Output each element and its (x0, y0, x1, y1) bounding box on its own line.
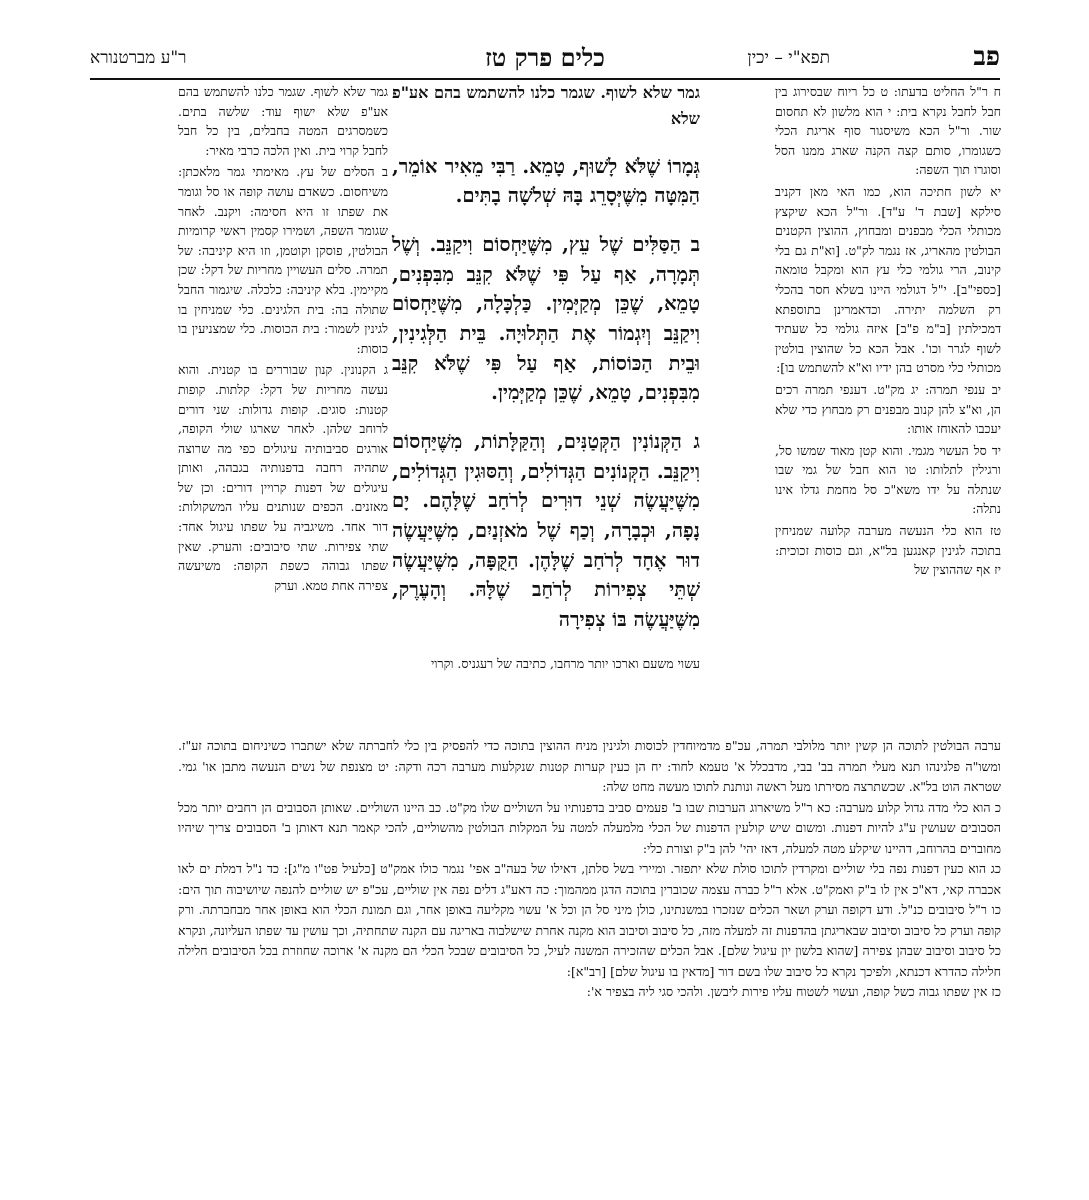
running-head-left: ר"ע מברטנורא (90, 48, 187, 68)
page-number: פב (973, 42, 1000, 72)
commentary-paragraph: ח ר"ל החליט בדעתו: ט כל ריוח שבסירוג בין חבל לחבל נקרא בית: י הוא מלשון לא תחסום שור. ור"ל הכא משיסגור סוף אריגת הכלי כשגומרו, סותם קצה הקנה שארג ממנו הסל וסוגרו תוך השפה: (775, 84, 1001, 178)
running-head-right: תפא"י – יכין (747, 48, 830, 68)
bartenura-paragraph: גמר שלא לשוף. שגמר כלנו להשתמש בהם אע"פ שלא ישוף עוד: שלשה בתים. כשמסרגים המטה בחבלים, בין כל חבל לחבל קרוי בית. ואין הלכה כרבי מאיר: (178, 84, 388, 158)
mishnah-tail: עשוי משעם וארכו יותר מרחבו, כתיבה של רעגניס. וקרוי (430, 655, 700, 671)
mishnah-heading: גמר שלא לשוף. שגמר כלנו להשתמש בהם אע"פ שלא (392, 83, 700, 128)
bartenura-paragraph: ג הקנונין. קנון שבוררים בו קטנית. והוא נעשה מחריות של דקל: קלתות. קופות קטנות: סוגים. קופות גדולות: שני דורים לרוחב שלהן. לאחר שארגו שולי הקופה, אורגים סביבותיה עיגולים כפי מה שרוצה שתהיה רחבה בדפנותיה בגבהה, ואותן עיגולים של דפנות קרויין דורים: וכן של מאזנים. הכפים שנותנים עליו המשקולות: דור אחד. משיגביה על שפתו עיגול אחד: שתי צפירות. שתי סיבובים: והערק. שאין שפתו גבוהה כשפת הקופה: משיעשה צפירה אחת טמא. וערק (178, 362, 388, 593)
commentary-paragraph: ערבה הבולטין לתוכה הן קשין יותר מלולבי תמרה, עכ"פ מדמיוחדין לכוסות ולגינין מניח ההוצין בתוכה כדי להפסיק בין כלי לחברתה שלא ישתברו כשיניחום בתוכה זע"ז. ומשו"ה פלגינהו תנא מעלי תמרה בב' בבי, מדבכלל א' טעמא לחוד: יח הן כעין קערות קטנות שנקלעות מערבה רכה ודקה: יט מצנפת של נשים הנעשה מתבן או' גמי. שטראה הוט בל"א. שכשתרצה מסירתו מעל ראשה ונותנת לתוכו מעשה מחט שלה: (178, 738, 1001, 794)
page-title: כלים פרק טז (485, 43, 605, 72)
mishnah-text: ב הַסַּלִּים שֶׁל עֵץ, מִשֶּׁיַּחְסוֹם וִיקַנֵּב. וְשֶׁל תְּמָרָה, אַף עַל פִּי שֶׁלֹּא קִנֵּב מִבִּפְנִים, טָמֵא, שֶׁכֵּן מְקַיְּמִין. כַּלְכָּלָה, מִשֶּׁיַּחְסוֹם וִיקַנֵּב וְיִגְמוֹר אֶת הַתְּלוּיָה. בֵּית הַלְּגִינִין, וּבֵית הַכּוֹסוֹת, אַף עַל פִּי שֶׁלֹּא קִנֵּב מִבִּפְנִים, טָמֵא, שֶׁכֵּן מְקַיְּמִין. (392, 233, 700, 405)
commentary-paragraph: יב ענפי תמרה: יג מק"ט. דענפי תמרה רכים הן, וא"צ להן קנוב מבפנים רק מבחוץ כדי שלא יעכבו להאוחז אותו: (775, 381, 1001, 437)
commentary-paragraph: טז הוא כלי הנעשה מערבה קלועה שמניחין בתוכה לגינין קאנגען בל"א, וגם כוסות זכוכית: יז אף שההוצין של (775, 523, 1001, 578)
commentary-wide-block (178, 736, 1001, 1003)
commentary-right-column (775, 82, 1001, 582)
commentary-paragraph: יא לשון חתיכה הוא, כמו האי מאן דקניב סילקא [שבת ד' ע"ד]. ור"ל הכא שיקצץ מכותלי הכלי מבפנים ומבחוץ, ההוצין הקטנים הבולטין מהאריג, אז נגמר לק"ט. [וא"ת גם בלי קינוב, הרי גולמי כלי עץ הוא ומקבל טומאה [כספי"ב]. י"ל דגולמי היינו בשלא חסר בהכלי רק השלמה יתירה. וכדאמרינן בתוספתא דמכילתין [ב"מ פ"ב] איזה גולמי כל שעתיד לשוף לגרר וכו'. אבל הכא כל שהוצין בולטין מכותלי כלי מסרט בהן ידיו וא"א להשתמש בו]: (775, 183, 1001, 376)
page-header (90, 42, 1000, 76)
commentary-paragraph: כז אין שפתו גבוה כשל קופה, ועשוי לשטוח עליו פירות ליבשן. ולהכי סגי ליה בצפיר א': (586, 984, 1001, 999)
mishnah-text: ג הַקְּנוֹנִין הַקְּטַנִּים, וְהַקַּלָּתוֹת, מִשֶּׁיַּחְסוֹם וִיקַנֵּב. הַקְּנוֹנִים הַגְּדוֹלִים, וְהַסּוּגִין הַגְּדוֹלִים, מִשֶּׁיַּעֲשֶׂה שְׁנֵי דוּרִים לְרֹחַב שֶׁלָּהֶם. יָם נָפָה, וּכְבָרָה, וְכַף שֶׁל מֹאזְנַיִם, מִשֶּׁיַּעֲשֶׂה דוּר אֶחָד לְרֹחַב שֶׁלָּהֶן. הַקֻּפָּה, מִשֶּׁיַּעֲשֶׂה שְׁתֵּי צְפִירוֹת לְרֹחַב שֶׁלָּהּ. וְהָעֶרֶק, מִשֶּׁיַּעֲשֶׂה בּוֹ צְפִירָה (392, 430, 700, 631)
commentary-paragraph: יד סל העשוי מגמי. והוא קטן מאוד שמשו סל, ורגילין לתלותו: טו הוא חבל של גמי שבו שנתלה על ידו משא"כ סל מחמת גדלו אינו נתלה: (775, 442, 1001, 517)
commentary-left-column (178, 82, 388, 597)
commentary-paragraph: כ הוא כלי מדה גדול קלוע מערבה: כא ר"ל משיארוג הערבות שבו ב' פעמים סביב בדפנותיו על השוליים שלו מק"ט. כב היינו השוליים. שאותן הסבובים הן רחבים יותר מכל הסבובים שעושין ע"ג להיות דפנות. ומשום שיש קולעין הדפנות של הכלי מלמעלה למטה על המקלות הבולטין מהשוליים, להכי קאמר תנא דאותן ב' הסבובים צריך שיהיו מחוברים בהרוחב, דהיינו שיקלע מטה למעלה, דאז יהי' להן ב"ק וצורת כלי: (178, 799, 1001, 856)
mishnah-center-column (392, 80, 700, 674)
mishnah-text: גְּמָרוֹ שֶׁלֹּא לָשׁוּף, טָמֵא. רַבִּי מֵאִיר אוֹמֵר, הַמִּטָּה מִשֶּׁיְּסָרֵג בָּהּ שְׁלֹשָׁה בָתִּים. (392, 154, 700, 208)
bartenura-paragraph: ב הסלים של עץ. מאימתי גמר מלאכתן: משיחסום. כשאדם עושה קופה או סל וגומר את שפתו זו היא חסימה: ויקנב. לאחר שגומר השפה, ושמירו קסמין ראשי קרומיות הבולטין, פוסקן וקוטמן, וזו היא קיניבה: של תמרה. סלים העשויין מחריות של דקל: שכן מקיימין. בלא קיניבה: כלכלה. שיגמור החבל שתולה בה: בית הלגינים. כלי שמניחין בו לגינין לשמור: בית הכוסות. כלי שמצניעין בו כוסות: (178, 164, 388, 356)
commentary-paragraph: כג הוא כעין דפנות נפה בלי שוליים ומקרדין לתוכו סולת שלא יתפזר. ומיירי בשל סלתן, דאילו של בעה"ב אפי' נגמר כולו אמק"ט [כלעיל פט"ו מ"ג]: כד נ"ל דמלת ים לאו אכברה קאי, דא"כ אין לו ב"ק ואמק"ט. אלא ר"ל כברה עצמה שכוברין בתוכה הדגן ממהמוך: כה דאע"ג דלים נפה אין שוליים, עכ"פ יש שוליים להנפה שיושיבוה תוך הים: כו ר"ל סיבובים כנ"ל. ודע דקופה וערק ושאר הכלים שנזכרו במשנתינו, כולן מיני סל הן וכל א' עשוי מקליעה באופן אחר, וגם תמונת הכלי הוא באופן אחר מבחברתה. ורק קופה וערק כל סיבוב וסיבוב שבאריגתן בהדפנות זה למעלה מזה, כל סיבוב וסיבוב הוא מקנה אחרת שישלבוה באריגה עם הקנה שתחתיה, וכך עושין עד שפתו העליונה, ונקרא כל סיבוב וסיבוב שבהן צפירה [שהוא בלשון יון עיגול שלם]. אבל הכלים שהזכירה המשנה לעיל, כל הסיבובים שבכל הכלי הם מקנה א' ארוכה שחוזרת בכל הסיבובים חלילה חלילה כהדרא דכנתא, ולפיכך נקרא כל סיבוב שלו בשם דור [מדאין בו עיגול שלם] [רב"א]: (178, 861, 1001, 979)
